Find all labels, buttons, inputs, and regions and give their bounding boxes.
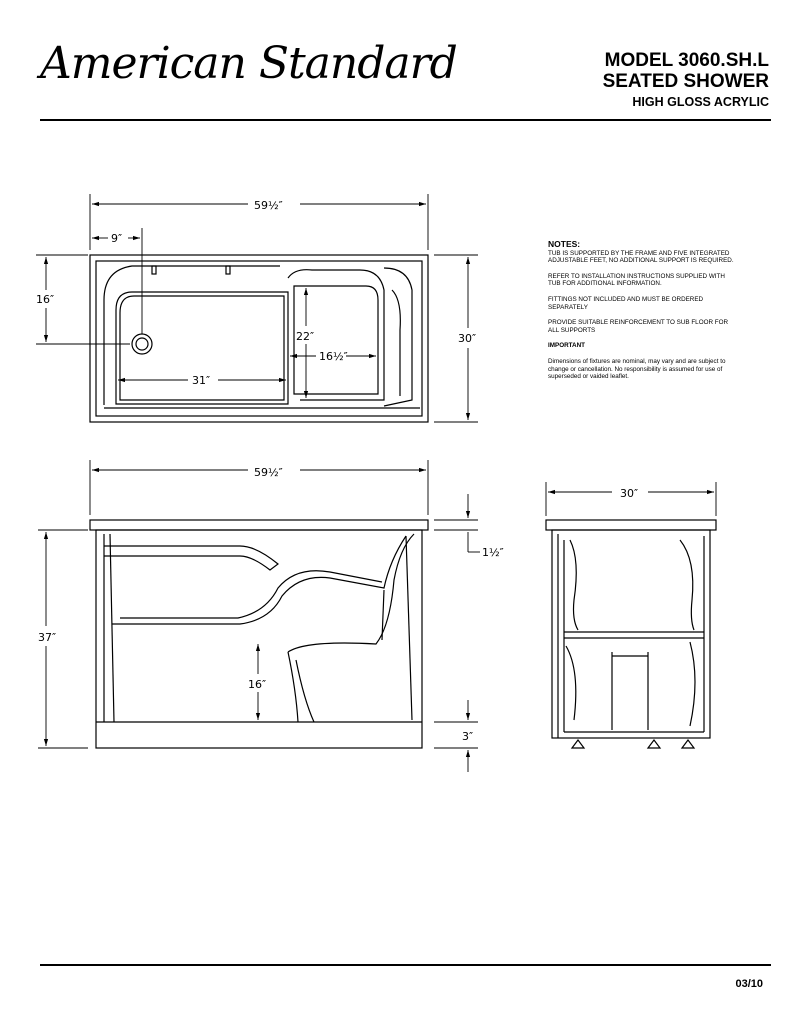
front-dimension-labels	[38, 466, 504, 743]
dim-seat-width: 16½″	[319, 350, 348, 363]
important-heading: IMPORTANT	[548, 342, 585, 350]
dim-seat-depth: 22″	[296, 330, 315, 343]
note-item: TUB IS SUPPORTED BY THE FRAME AND FIVE INTEGRATED ADJUSTABLE FEET, NO ADDITIONAL SUPPORT IS REQUIRED.	[548, 249, 734, 265]
dim-depth: 30″	[458, 332, 477, 345]
date-code: 03/10	[735, 978, 763, 990]
note-item: PROVIDE SUITABLE REINFORCEMENT TO SUB FLOOR FOR ALL SUPPORTS	[548, 319, 729, 334]
material-label: HIGH GLOSS ACRYLIC	[632, 95, 769, 109]
product-name: SEATED SHOWER	[602, 71, 769, 92]
model-number: MODEL 3060.SH.L	[604, 50, 769, 71]
side-dimension-labels	[620, 487, 638, 500]
plan-dimension-labels	[36, 199, 476, 387]
dim-top-width: 59½″	[254, 199, 283, 212]
logo-wordmark: American Standard	[40, 38, 457, 89]
dim-base: 3″	[462, 730, 474, 743]
dim-height: 37″	[38, 631, 57, 644]
dim-drain-height: 16″	[36, 293, 55, 306]
note-item: FITTINGS NOT INCLUDED AND MUST BE ORDERED SEPARATELY	[548, 295, 704, 311]
important-text: Dimensions of fixtures are nominal, may vary and are subject to change or cancellation. No responsibility is assumed for use of superseded or vaided leaflet.	[548, 357, 726, 381]
dim-rim: 1½″	[482, 546, 504, 559]
dim-front-width: 59½″	[254, 466, 283, 479]
dim-drain-offset: 9″	[111, 232, 123, 245]
side-elevation	[546, 520, 716, 748]
front-elevation	[90, 520, 428, 748]
dim-floor-length: 31″	[192, 374, 211, 387]
note-item: REFER TO INSTALLATION INSTRUCTIONS SUPPLIED WITH TUB FOR ADDITIONAL INFORMATION.	[548, 272, 725, 288]
dim-side-depth: 30″	[620, 487, 639, 500]
plan-view	[90, 255, 428, 422]
notes-heading: NOTES:	[548, 239, 581, 249]
dim-seat-height: 16″	[248, 678, 267, 691]
